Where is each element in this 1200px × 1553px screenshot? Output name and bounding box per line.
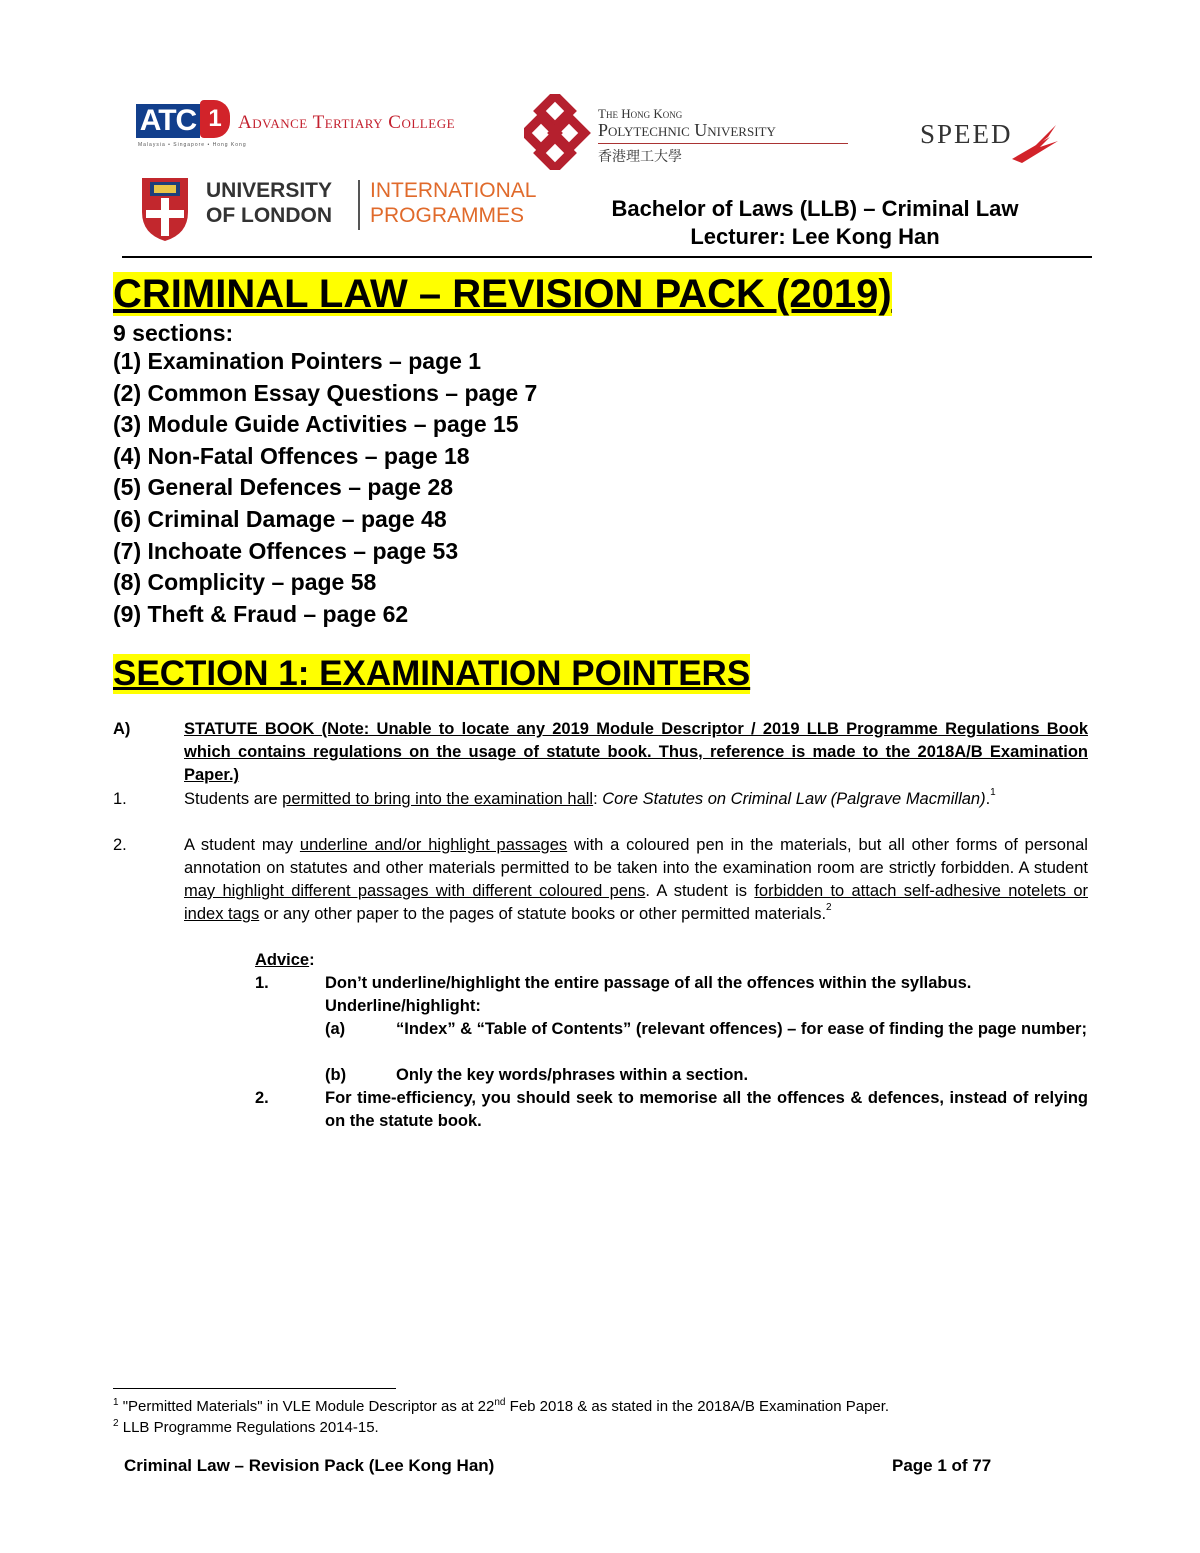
uol-line2: OF LONDON bbox=[206, 204, 332, 227]
speed-logo bbox=[920, 115, 1060, 165]
atc-badge: 1 bbox=[200, 100, 230, 138]
toc-item: (3) Module Guide Activities – page 15 bbox=[113, 411, 519, 438]
atc-tagline: Malaysia • Singapore • Hong Kong bbox=[138, 142, 247, 148]
p2-text-d: or any other paper to the pages of statute books or other permitted materials. bbox=[259, 905, 827, 923]
toc-item: (7) Inchoate Offences – page 53 bbox=[113, 537, 459, 564]
footnote-rule bbox=[113, 1388, 396, 1389]
p1-italic: Core Statutes on Criminal Law (Palgrave Macmillan) bbox=[602, 790, 986, 808]
uol-intl2: PROGRAMMES bbox=[370, 204, 525, 227]
item-a-label: A) bbox=[113, 720, 131, 738]
footnote-2-text: LLB Programme Regulations 2014-15. bbox=[118, 1419, 379, 1436]
advice-2-number: 2. bbox=[255, 1089, 269, 1107]
toc-item: (2) Common Essay Questions – page 7 bbox=[113, 379, 538, 406]
p2-text-c: . A student is bbox=[645, 882, 755, 900]
p1-text bbox=[184, 788, 1088, 811]
advice-2-text: For time-efficiency, you should seek to memorise all the offences & defences, instead of relying on the statute book. bbox=[325, 1089, 1088, 1130]
atc-abbr: ATC bbox=[136, 104, 200, 138]
footnote-ref-2: 2 bbox=[826, 902, 832, 913]
atc-name: Advance Tertiary College bbox=[238, 112, 456, 133]
uol-intl1: INTERNATIONAL bbox=[370, 179, 537, 202]
toc-item: (8) Complicity – page 58 bbox=[113, 569, 377, 596]
toc-item: (1) Examination Pointers – page 1 bbox=[113, 348, 482, 374]
p1-text-c: . bbox=[985, 790, 991, 808]
p2-text-b: with a coloured pen in the materials, but all other forms of personal annotation on statutes and other materials permitted to be taken into the examination room are strictly forbidden. A student bbox=[184, 836, 1088, 877]
p1-text-b: : bbox=[593, 790, 603, 808]
atc-logo bbox=[136, 100, 506, 160]
advice-label: Advice bbox=[255, 951, 310, 969]
footnote-2-number: 2 bbox=[113, 1418, 119, 1429]
uol-crest-icon bbox=[140, 176, 190, 242]
polyu-emblem-icon bbox=[524, 94, 594, 170]
course-title: Bachelor of Laws (LLB) – Criminal Law bbox=[611, 196, 1019, 221]
footnote-1 bbox=[113, 1398, 889, 1415]
footnote-1-ordinal: nd bbox=[494, 1397, 506, 1408]
section1-heading: SECTION 1: EXAMINATION POINTERS bbox=[113, 654, 751, 693]
footer-title: Criminal Law – Revision Pack (Lee Kong Han) bbox=[124, 1456, 495, 1475]
p1-underline: permitted to bring into the examination hall bbox=[282, 790, 594, 808]
advice-1-subheading: Underline/highlight: bbox=[325, 997, 481, 1015]
advice-1a-text: “Index” & “Table of Contents” (relevant offences) – for ease of finding the page number; bbox=[396, 1020, 1087, 1038]
toc-item: (6) Criminal Damage – page 48 bbox=[113, 505, 447, 532]
lecturer-name: Lecturer: Lee Kong Han bbox=[690, 224, 940, 249]
header-rule bbox=[122, 256, 1092, 258]
sections-heading: 9 sections: bbox=[113, 320, 234, 346]
footnote-2 bbox=[113, 1419, 379, 1436]
speed-name: SPEED bbox=[920, 119, 1013, 149]
toc-item: (5) General Defences – page 28 bbox=[113, 474, 454, 501]
advice-1b-text: Only the key words/phrases within a section. bbox=[396, 1066, 749, 1084]
advice-colon: : bbox=[309, 951, 315, 969]
item-a-title bbox=[184, 718, 1088, 787]
footnote-1-text-a: "Permitted Materials" in VLE Module Descriptor as at 22 bbox=[118, 1398, 495, 1415]
p2-label: 2. bbox=[113, 836, 127, 854]
p1-text-a: Students are bbox=[184, 790, 283, 808]
advice-1-text: Don’t underline/highlight the entire passage of all the offences within the syllabus. bbox=[325, 974, 972, 992]
item-a-title-text: STATUTE BOOK (Note: Unable to locate any 2019 Module Descriptor / 2019 LLB Programme Regulations Book which contains regulations on the usage of statute book. Thus, reference is made to the 2018A/B Examination Paper.) bbox=[184, 720, 1088, 784]
uol-name bbox=[206, 178, 332, 228]
page-title: CRIMINAL LAW – REVISION PACK (2019) bbox=[113, 272, 892, 316]
p2-text bbox=[184, 834, 1088, 926]
footnote-1-number: 1 bbox=[113, 1397, 119, 1408]
p2-underline-3: forbidden to attach self-adhesive notelets or index tags bbox=[184, 882, 1088, 923]
page-number: Page 1 of 77 bbox=[892, 1456, 992, 1475]
polyu-line1: The Hong Kong bbox=[598, 106, 683, 121]
polyu-divider bbox=[598, 143, 848, 144]
polyu-chinese: 香港理工大學 bbox=[598, 149, 682, 165]
speed-swoosh-icon bbox=[1010, 123, 1060, 163]
advice-1-number: 1. bbox=[255, 974, 269, 992]
footnote-1-text-b: Feb 2018 & as stated in the 2018A/B Examination Paper. bbox=[505, 1398, 890, 1415]
uol-logo bbox=[140, 176, 560, 246]
p2-underline-1: underline and/or highlight passages bbox=[299, 836, 568, 854]
advice-1a-label: (a) bbox=[325, 1020, 346, 1038]
footnote-ref-1: 1 bbox=[990, 787, 996, 798]
polyu-line2: Polytechnic University bbox=[598, 120, 776, 140]
p1-label: 1. bbox=[113, 790, 127, 808]
toc-item: (9) Theft & Fraud – page 62 bbox=[113, 600, 409, 627]
uol-programmes bbox=[370, 178, 536, 228]
uol-divider bbox=[358, 180, 360, 230]
p2-text-a: A student may bbox=[184, 836, 300, 854]
table-of-contents bbox=[113, 346, 537, 630]
advice-1b-label: (b) bbox=[325, 1066, 347, 1084]
p2-underline-2: may highlight different passages with different coloured pens bbox=[184, 882, 646, 900]
uol-line1: UNIVERSITY bbox=[206, 179, 333, 202]
advice-heading bbox=[255, 949, 315, 972]
polyu-logo bbox=[524, 94, 854, 174]
toc-item: (4) Non-Fatal Offences – page 18 bbox=[113, 442, 470, 469]
